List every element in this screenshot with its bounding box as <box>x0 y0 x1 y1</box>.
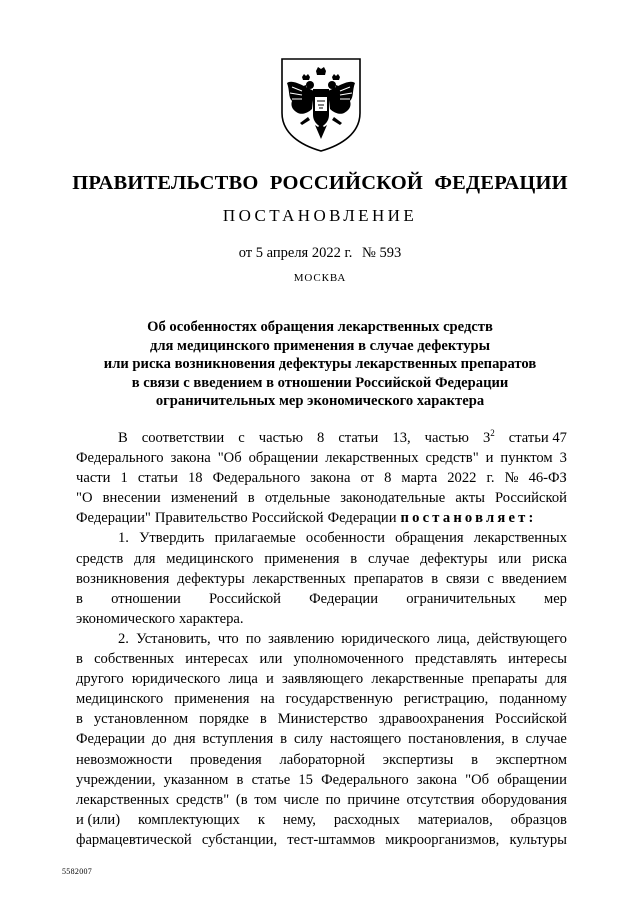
body-word: особенности <box>305 530 385 547</box>
body-word: образцов <box>510 811 567 828</box>
body-word: Федерального <box>212 470 301 487</box>
superscript: 2 <box>490 428 495 438</box>
body-word: заявлению <box>268 630 335 647</box>
body-line <box>76 709 567 729</box>
body-word: Правительство <box>154 510 248 527</box>
body-word: применения <box>264 550 340 567</box>
body-word: статьи <box>338 430 379 446</box>
body-word: учреждении, <box>76 771 156 788</box>
body-word: постановления, <box>408 731 505 748</box>
body-word: экспертном <box>495 751 567 768</box>
body-word: изменений <box>170 490 238 507</box>
body-word: 46-ФЗ <box>528 470 567 487</box>
body-word: или <box>498 550 522 567</box>
body-word: для <box>134 550 156 567</box>
body-word: препараты <box>471 671 538 688</box>
body-word: 18 <box>187 470 203 487</box>
government-name <box>0 170 640 196</box>
body-word: статьи 47 <box>508 430 567 446</box>
body-word: 8 <box>384 470 392 487</box>
body-word: поданному <box>499 691 567 708</box>
body-word: заявляющего <box>281 671 364 688</box>
body-word: невозможности <box>76 751 173 768</box>
body-word: лекарственных <box>325 450 419 467</box>
body-word: Федерации" <box>76 510 151 527</box>
body-word: части <box>76 470 111 487</box>
body-word: Российской <box>251 510 324 527</box>
body-word: с <box>487 570 494 587</box>
body-line <box>76 488 567 508</box>
body-word: нему, <box>282 811 316 828</box>
body-word: от <box>360 470 374 487</box>
body-word: фармацевтической <box>76 831 192 848</box>
body-word: вступления <box>202 731 274 748</box>
document-body <box>76 428 567 850</box>
body-word: лекарственные <box>371 671 464 688</box>
document-type: ПОСТАНОВЛЕНИЕ <box>222 206 418 225</box>
body-word: обращения <box>395 530 464 547</box>
body-word: числе <box>283 791 319 808</box>
body-line <box>76 549 567 569</box>
body-word: 8 <box>317 430 325 446</box>
title-line: ограничительных мер экономического характера <box>155 393 485 409</box>
body-word: характера. <box>179 610 244 627</box>
body-word: закона <box>416 771 458 788</box>
body-word: субстанции, <box>201 831 278 848</box>
body-word: собственных <box>94 651 175 668</box>
body-word: материалов, <box>417 811 493 828</box>
body-word: что <box>217 630 239 647</box>
body-word: в <box>247 490 255 507</box>
body-word: государственную <box>285 691 393 708</box>
title-line: для медицинского применения в случае дефектуры <box>149 337 491 354</box>
body-word: проведения <box>190 751 262 768</box>
title-line: или риска возникновения дефектуры лекарственных препаратов <box>103 356 537 372</box>
government-name-word: РОССИЙСКОЙ <box>269 172 424 194</box>
body-word: средств" <box>175 791 230 808</box>
body-word: Российской <box>495 490 567 507</box>
body-word: введением <box>501 570 567 587</box>
body-word: и <box>266 671 274 688</box>
body-word: 13, <box>392 430 411 446</box>
body-word: 1 <box>120 470 128 487</box>
body-word: в <box>76 711 83 728</box>
body-word: мер <box>543 590 567 607</box>
body-word: настоящего <box>329 731 402 748</box>
body-word: медицинского <box>166 550 254 567</box>
body-line <box>76 770 567 790</box>
body-word: регистрацию, <box>403 691 489 708</box>
body-word: Федерального <box>321 771 409 788</box>
body-word: силу <box>294 731 323 748</box>
date-prefix: от <box>238 245 253 261</box>
body-word: установленном <box>93 711 189 728</box>
body-word: оборудования <box>481 791 567 808</box>
body-word: юридического <box>131 671 221 688</box>
body-line <box>76 669 567 689</box>
body-word: в <box>280 731 288 748</box>
document-code: 5582007 <box>62 867 93 876</box>
body-word: медицинского <box>76 691 164 708</box>
body-word: "О <box>76 490 93 507</box>
body-word: лекарственных <box>473 530 567 547</box>
document-title <box>0 318 640 411</box>
number-sign: № <box>362 245 376 261</box>
body-line <box>76 810 567 830</box>
body-word: уполномоченного <box>293 651 404 668</box>
body-word: тест-штаммов <box>287 831 376 848</box>
body-word: лица, <box>436 630 470 647</box>
body-word: Федерации <box>309 590 379 607</box>
body-word: "Об <box>465 771 490 788</box>
body-word: Российской <box>495 711 567 728</box>
body-word: статьи <box>137 470 178 487</box>
body-line <box>76 448 567 468</box>
body-word: дефектуры <box>177 570 245 587</box>
body-word: Министерство <box>277 711 368 728</box>
body-word: "Об <box>217 450 242 467</box>
body-word: случае <box>367 550 410 567</box>
body-word: и (или) <box>76 811 121 828</box>
body-line <box>76 528 567 548</box>
body-word: (в <box>235 791 248 808</box>
coat-of-arms-icon <box>278 57 364 153</box>
body-word: представлять <box>414 651 497 668</box>
body-word: культуры <box>509 831 567 848</box>
body-word: обращении <box>497 771 567 788</box>
body-word: 2. <box>118 630 129 647</box>
body-line <box>76 589 567 609</box>
body-word: юридического <box>341 630 430 647</box>
body-word: в <box>431 570 439 587</box>
body-word: г. <box>486 470 495 487</box>
body-word: Федерации <box>76 731 145 748</box>
body-word: комплектующих <box>138 811 240 828</box>
body-word: интересы <box>508 651 567 668</box>
body-word: интересах <box>185 651 249 668</box>
body-word: лабораторной <box>279 751 366 768</box>
body-word-with-sup <box>483 428 495 448</box>
body-word: другого <box>76 671 124 688</box>
body-word: лекарственных <box>76 791 170 808</box>
title-line: Об особенностях обращения лекарственных средств <box>147 319 493 335</box>
body-line <box>76 629 567 649</box>
body-line <box>76 689 567 709</box>
body-word: 15 <box>298 771 313 788</box>
body-word: отсутствия <box>406 791 475 808</box>
body-word: дня <box>173 731 196 748</box>
body-word: внесении <box>102 490 161 507</box>
body-word: в <box>76 651 83 668</box>
body-word: законодательные <box>340 490 446 507</box>
body-line <box>76 729 567 749</box>
body-line <box>76 750 567 770</box>
body-word: расходных <box>333 811 400 828</box>
body-line <box>76 428 567 448</box>
body-word: № <box>504 470 519 487</box>
body-word: закона <box>310 470 351 487</box>
body-word: отношении <box>111 590 181 607</box>
body-line <box>76 468 567 488</box>
body-word: марта <box>401 470 438 487</box>
document-number: 593 <box>379 245 402 261</box>
body-word: отдельные <box>264 490 331 507</box>
body-word: связи <box>446 570 480 587</box>
body-word: лекарственных <box>252 570 346 587</box>
city: МОСКВА <box>293 272 347 284</box>
body-word: Федерации <box>327 510 397 527</box>
body-word: в <box>350 550 358 567</box>
body-word: обращении <box>248 450 319 467</box>
body-word: или <box>259 651 283 668</box>
body-word: Российской <box>209 590 281 607</box>
body-word: В <box>118 430 128 446</box>
body-word: 3 <box>559 450 567 467</box>
body-word: частью <box>258 430 304 446</box>
body-word: в <box>259 711 267 728</box>
title-line: в связи с введением в отношении Российской Федерации <box>131 374 509 391</box>
body-word: на <box>260 691 275 708</box>
body-word: прилагаемые <box>214 530 296 547</box>
body-word: лица <box>228 671 258 688</box>
body-line <box>76 830 567 850</box>
body-word: до <box>151 731 167 748</box>
body-word: указанном <box>163 771 229 788</box>
body-word: средств" <box>425 450 479 467</box>
body-word: акты <box>455 490 485 507</box>
body-word: ограничительных <box>406 590 516 607</box>
body-word: действующего <box>477 630 567 647</box>
body-line <box>76 790 567 810</box>
body-word: препаратов <box>353 570 424 587</box>
body-word: том <box>254 791 277 808</box>
body-word: возникновения <box>76 570 170 587</box>
body-word: с <box>238 430 245 446</box>
body-word: Утвердить <box>139 530 205 547</box>
body-word: случае <box>525 731 567 748</box>
body-word: средств <box>76 550 124 567</box>
document-date-line <box>0 243 640 263</box>
body-word: экспертизы <box>382 751 454 768</box>
body-word: по <box>325 791 341 808</box>
body-word: в <box>511 731 519 748</box>
body-word: Федерального <box>76 450 164 467</box>
body-word: 2022 <box>447 470 477 487</box>
decree-word: постановляет: <box>400 510 537 527</box>
body-word: Установить, <box>136 630 211 647</box>
body-word: экономического <box>76 610 176 627</box>
body-word: здравоохранения <box>378 711 485 728</box>
body-word: статье <box>251 771 291 788</box>
government-name-word: ПРАВИТЕЛЬСТВО <box>72 172 259 194</box>
body-word: соответствии <box>141 430 225 446</box>
body-word: по <box>245 630 261 647</box>
body-word: частью <box>424 430 469 446</box>
body-word: 3 <box>482 430 491 446</box>
body-word: риска <box>532 550 567 567</box>
body-word: закона <box>170 450 211 467</box>
body-word: к <box>257 811 265 828</box>
body-word: в <box>76 590 83 607</box>
body-word: в <box>236 771 244 788</box>
body-line <box>76 508 567 528</box>
body-line <box>76 649 567 669</box>
body-word: микроорганизмов, <box>385 831 500 848</box>
body-word: 1. <box>118 530 129 547</box>
body-word: дефектуры <box>420 550 488 567</box>
body-word: в <box>471 751 478 768</box>
body-word: применения <box>174 691 250 708</box>
body-word: и <box>485 450 494 467</box>
document-date: 5 апреля 2022 г. <box>255 245 353 261</box>
body-word: порядке <box>199 711 249 728</box>
body-line <box>76 609 567 629</box>
body-line <box>76 569 567 589</box>
body-word: причине <box>347 791 400 808</box>
body-word: для <box>545 671 567 688</box>
government-name-word: ФЕДЕРАЦИИ <box>434 172 568 194</box>
body-word: пунктом <box>500 450 553 467</box>
